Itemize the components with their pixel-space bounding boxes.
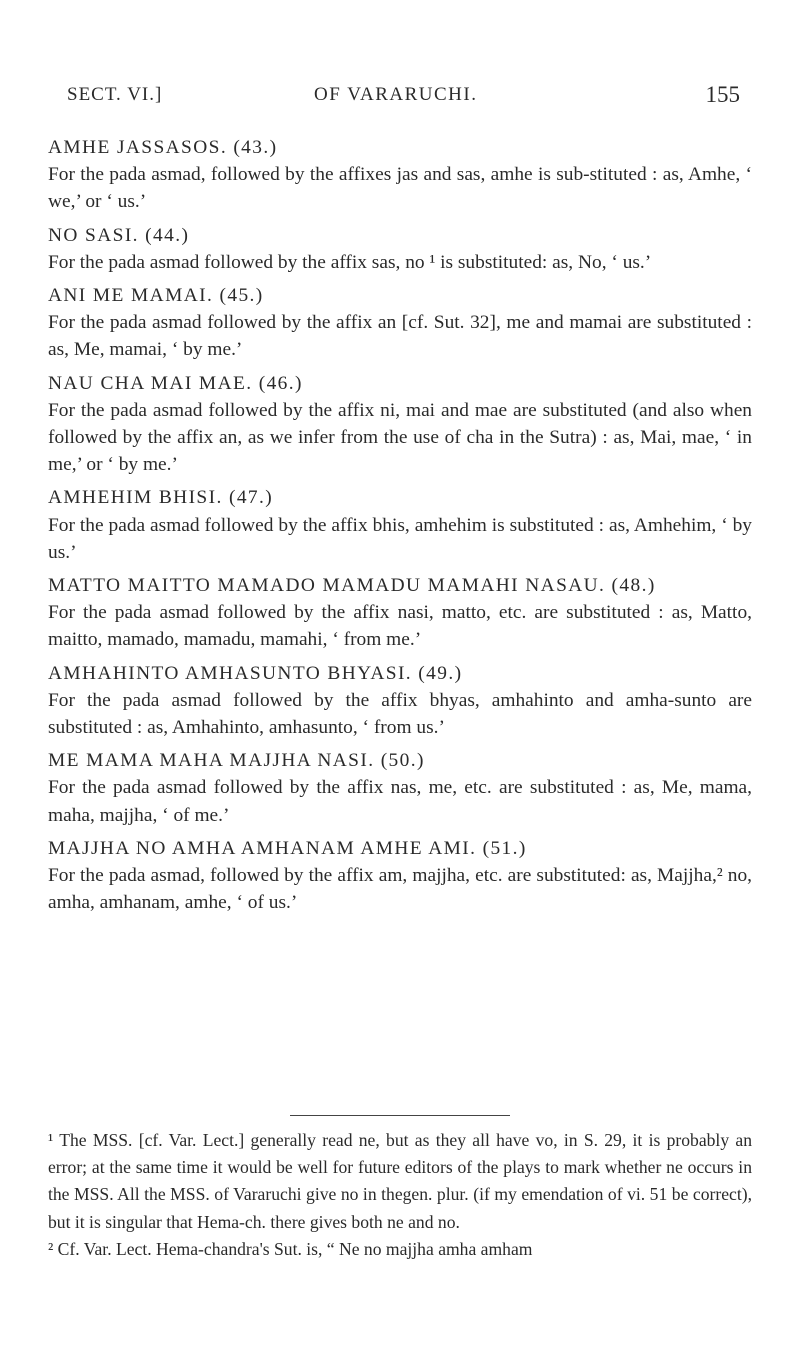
sutra-heading-45: ANI ME MAMAI. (45.) xyxy=(48,285,264,307)
sutra-text-44: For the pada asmad followed by the affix sas, no ¹ is substituted: as, No, ‘ us.’ xyxy=(48,251,652,273)
footnote-2: ² Cf. Var. Lect. Hema-chandra's Sut. is, “ Ne no majjha amha amham xyxy=(48,1238,533,1259)
footnote-rule xyxy=(290,1115,510,1116)
sutra-text-50: For the pada asmad followed by the affix nas, me, etc. are substituted : as, Me, mama, maha, majjha, ‘ of me.’ xyxy=(48,777,752,826)
section-label: SECT. VI.] xyxy=(67,84,163,105)
sutra-heading-44: NO SASI. (44.) xyxy=(48,224,190,246)
sutra-heading-50: ME MAMA MAHA MAJJHA NASI. (50.) xyxy=(48,750,425,772)
sutra-heading-47: AMHEHIM BHISI. (47.) xyxy=(48,487,274,509)
sutra-text-47: For the pada asmad followed by the affix bhis, amhehim is substituted : as, Amhehim, ‘ by us.’ xyxy=(48,514,752,563)
sutra-heading-48: MATTO MAITTO MAMADO MAMADU MAMAHI NASAU. (48.) xyxy=(48,575,656,597)
page-number: 155 xyxy=(705,82,740,107)
sutra-text-49: For the pada asmad followed by the affix bhyas, amhahinto and amha-sunto are substituted : as, Amhahinto, amhasunto, ‘ from us.’ xyxy=(48,689,752,739)
footnotes xyxy=(48,1127,752,1263)
sutra-text-48: For the pada asmad followed by the affix nasi, matto, etc. are substituted : as, Matto, maitto, mamado, mamadu, mamahi, ‘ from me.’ xyxy=(48,602,752,651)
sutra-text-46: For the pada asmad followed by the affix ni, mai and mae are substituted (and also when followed by the affix an, as we infer from the use of cha in the Sutra) : as, Mai, mae, ‘ in me,’ or ‘ by me.’ xyxy=(48,399,752,476)
sutra-text-45: For the pada asmad followed by the affix an [cf. Sut. 32], me and mamai are substituted : as, Me, mamai, ‘ by me.’ xyxy=(48,312,752,361)
sutra-text-51: For the pada asmad, followed by the affix am, majjha, etc. are substituted: as, Majjha,² no, amha, amhanam, amhe, ‘ of us.’ xyxy=(48,865,752,914)
footnote-1: ¹ The MSS. [cf. Var. Lect.] generally read ne, but as they all have vo, in S. 29, it is probably an error; at the same time it would be well for future editors of the plays to mark whether ne occurs in the MSS. All the MSS. of Vararuchi give no in thegen. plur. (if my emendation of vi. 51 be correct), but it is singular that Hema-ch. there gives both ne and no. xyxy=(48,1130,752,1232)
running-header xyxy=(67,84,740,114)
sutra-heading-51: MAJJHA NO AMHA AMHANAM AMHE AMI. (51.) xyxy=(48,837,527,859)
running-title: OF VARARUCHI. xyxy=(314,84,478,105)
sutra-heading-43: AMHE JASSASOS. (43.) xyxy=(48,137,278,158)
main-text xyxy=(48,128,752,916)
sutra-heading-46: NAU CHA MAI MAE. (46.) xyxy=(48,372,303,394)
sutra-text-43: For the pada asmad, followed by the affixes jas and sas, amhe is sub-stituted : as, Amhe, ‘ we,’ or ‘ us.’ xyxy=(48,164,752,213)
sutra-heading-49: AMHAHINTO AMHASUNTO BHYASI. (49.) xyxy=(48,662,463,684)
